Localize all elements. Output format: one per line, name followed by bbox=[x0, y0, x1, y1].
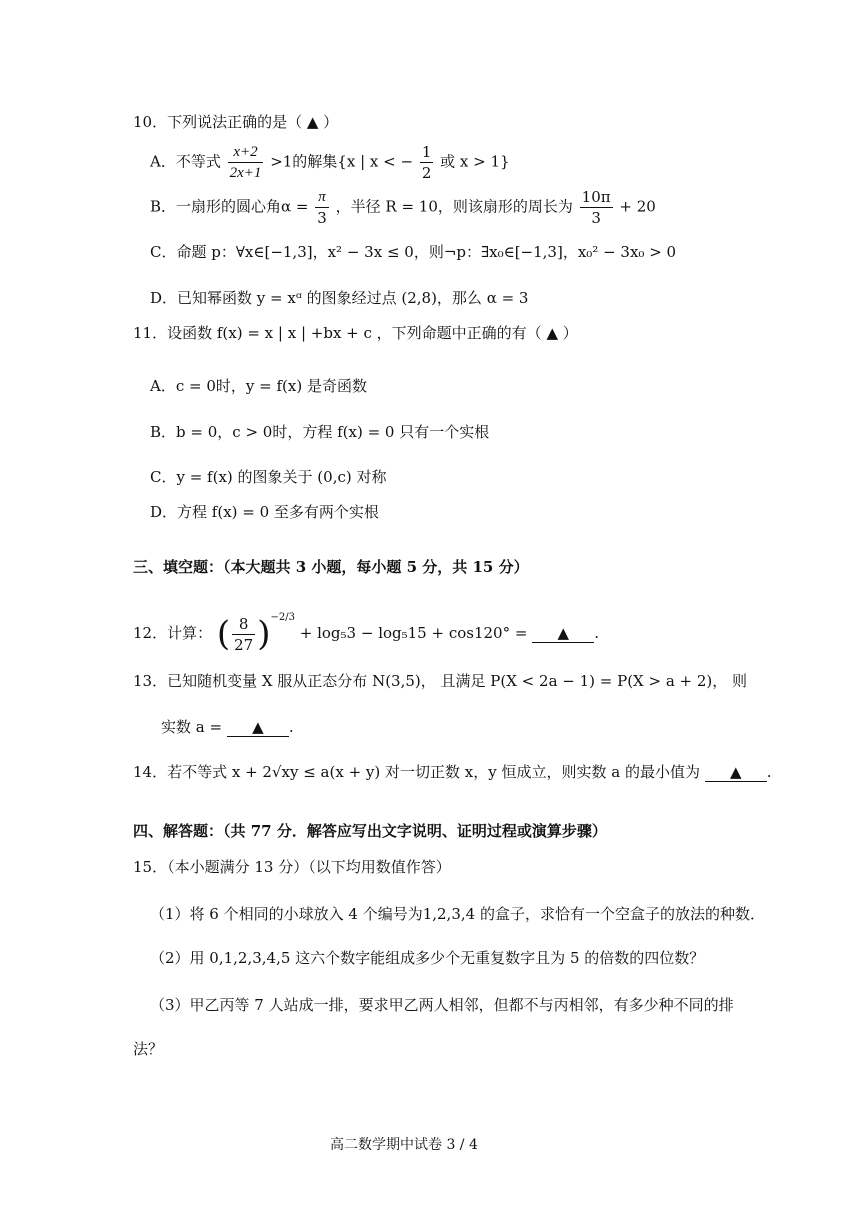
q12 bbox=[133, 608, 599, 655]
q14-text: 14．若不等式 x + 2√xy ≤ a(x + y) 对一切正数 x，y 恒成立，则实数 a 的最小值为 bbox=[133, 763, 700, 781]
q13-prefix: 实数 a = bbox=[161, 718, 223, 736]
q10-option-a bbox=[150, 142, 510, 183]
q10-b-perimeter-fraction bbox=[580, 187, 613, 228]
q10-stem: 10．下列说法正确的是（ ▲ ） bbox=[133, 113, 339, 131]
q10-a-denominator: 2x+1 bbox=[229, 165, 262, 181]
q15-part-1: （1）将 6 个相同的小球放入 4 个编号为1,2,3,4 的盒子，求恰有一个空盒子的放法的种数． bbox=[150, 905, 765, 923]
q11-option-d: D．方程 f(x) = 0 至多有两个实根 bbox=[150, 503, 379, 521]
page-footer: 高二数学期中试卷 3 / 4 bbox=[330, 1137, 478, 1153]
q13-answer-blank: ▲ bbox=[227, 718, 289, 737]
q12-exponent: −2/3 bbox=[270, 612, 295, 623]
q10-option-c: C．命题 p：∀x∈[−1,3]，x² − 3x ≤ 0，则¬p：∃x₀∈[−1,3]，x₀² − 3x₀ > 0 bbox=[150, 243, 677, 261]
q12-prefix: 12．计算： bbox=[133, 624, 213, 642]
q10-b-angle-numerator: π bbox=[315, 187, 329, 208]
q10-option-b bbox=[150, 187, 656, 228]
q10-a-half-numerator: 1 bbox=[421, 143, 432, 161]
q12-end: . bbox=[594, 624, 599, 642]
q10-option-d: D．已知幂函数 y = xᵅ 的图象经过点 (2,8)，那么 α = 3 bbox=[150, 289, 529, 307]
q12-answer-blank: ▲ bbox=[532, 624, 594, 643]
q10-b-perimeter-numerator: 10π bbox=[581, 188, 611, 206]
q13-end: . bbox=[288, 718, 294, 736]
q14-end: . bbox=[766, 763, 772, 781]
q15-stem: 15．（本小题满分 13 分）（以下均用数值作答） bbox=[133, 858, 451, 876]
q10-b-suffix: + 20 bbox=[619, 197, 656, 216]
q10-a-half-fraction bbox=[420, 142, 434, 183]
q12-right-paren: ) bbox=[257, 614, 271, 654]
q10-b-perimeter-denominator: 3 bbox=[591, 209, 601, 227]
q12-fraction bbox=[232, 614, 255, 655]
q10-a-numerator: x+2 bbox=[228, 142, 264, 163]
section-4-heading: 四、解答题：（共 77 分．解答应写出文字说明、证明过程或演算步骤） bbox=[133, 822, 607, 840]
q12-expression: + log₅3 − log₅15 + cos120° = bbox=[299, 624, 528, 642]
q10-a-suffix: 或 x > 1} bbox=[440, 152, 510, 171]
q14-answer-blank: ▲ bbox=[705, 763, 767, 782]
q13-line-2 bbox=[161, 717, 294, 737]
q13-line-1: 13．已知随机变量 X 服从正态分布 N(3,5)， 且满足 P(X < 2a − 1) = P(X > a + 2)， 则 bbox=[133, 672, 748, 690]
q11-stem: 11．设函数 f(x) = x | x | +bx + c ，下列命题中正确的有（ ▲ ） bbox=[133, 324, 578, 342]
q10-b-prefix: B．一扇形的圆心角α = bbox=[150, 197, 309, 216]
q12-left-paren: ( bbox=[216, 614, 231, 654]
q12-numerator: 8 bbox=[238, 614, 249, 633]
q10-b-angle-denominator: 3 bbox=[317, 209, 327, 227]
q11-option-c: C．y = f(x) 的图象关于 (0,c) 对称 bbox=[150, 468, 387, 486]
q10-a-fraction bbox=[228, 142, 264, 183]
q15-part-3-line-1: （3）甲乙丙等 7 人站成一排，要求甲乙两人相邻，但都不与丙相邻，有多少种不同的排 bbox=[150, 996, 734, 1014]
q10-a-half-denominator: 2 bbox=[421, 164, 432, 182]
q11-option-a: A．c = 0时，y = f(x) 是奇函数 bbox=[150, 377, 367, 395]
q15-part-2: （2）用 0,1,2,3,4,5 这六个数字能组成多少个无重复数字且为 5 的倍数的四位数？ bbox=[150, 949, 705, 967]
q10-b-angle-fraction bbox=[315, 187, 329, 228]
section-3-heading: 三、填空题：（本大题共 3 小题，每小题 5 分，共 15 分） bbox=[133, 558, 529, 576]
q11-option-b: B．b = 0，c > 0时，方程 f(x) = 0 只有一个实根 bbox=[150, 423, 490, 441]
q15-part-3-line-2: 法？ bbox=[133, 1040, 164, 1058]
q10-b-middle: ，半径 R = 10，则该扇形的周长为 bbox=[335, 197, 573, 216]
q10-a-prefix: A．不等式 bbox=[150, 152, 221, 171]
q14 bbox=[133, 762, 772, 782]
q12-denominator: 27 bbox=[234, 635, 254, 654]
q10-a-middle: >1的解集{x | x < − bbox=[270, 152, 414, 171]
